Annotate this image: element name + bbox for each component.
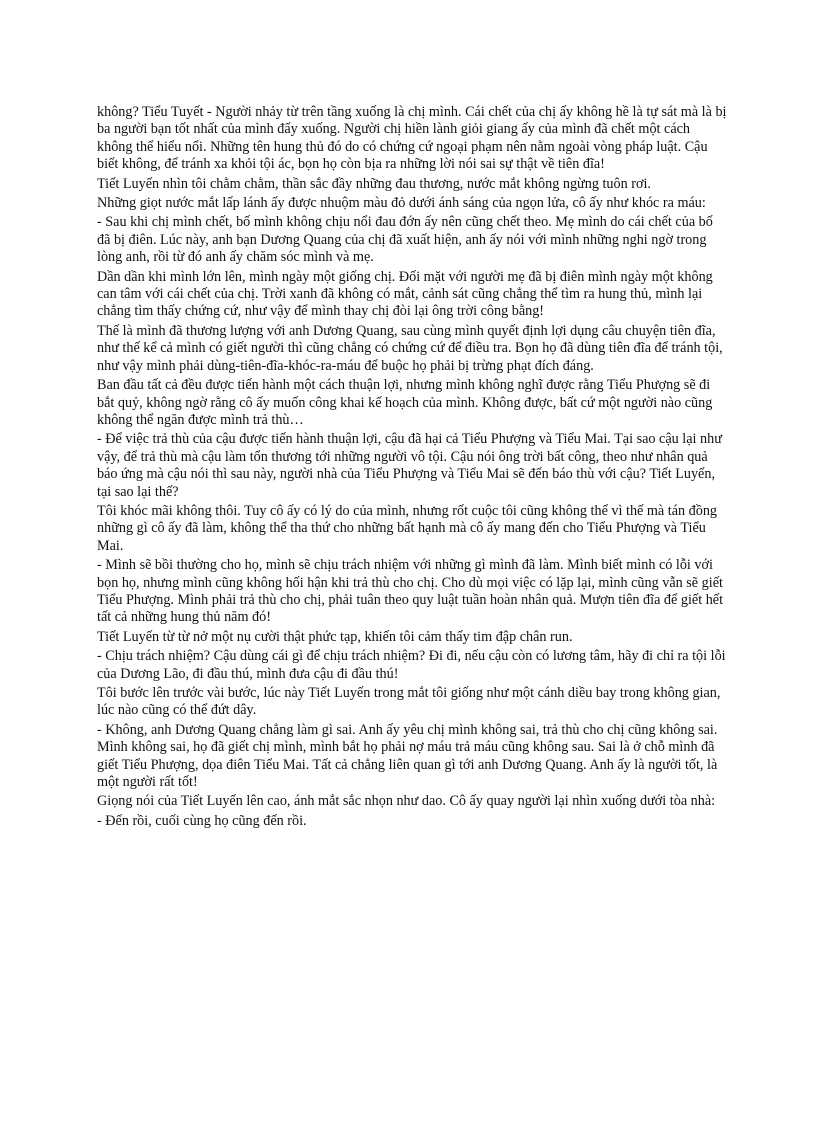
paragraph: Tiết Luyến nhìn tôi chằm chằm, thần sắc đầy những đau thương, nước mắt không ngừng tuôn rơi. xyxy=(97,175,651,192)
body-text xyxy=(97,104,727,832)
paragraph: Thế là mình đã thương lượng với anh Dương Quang, sau cùng mình quyết định lợi dụng câu chuyện tiên đĩa, như thế kể cả mình có giết người thì cũng chẳng có chứng cứ để điều tra. Bọn họ đã dùng tiên đĩa để tránh tội, như vậy mình phải dùng-tiên-đĩa-khóc-ra-máu để buộc họ phải bị trừng phạt đích đáng. xyxy=(97,322,723,374)
paragraph: Dần dần khi mình lớn lên, mình ngày một giống chị. Đối mặt với người mẹ đã bị điên mình ngày một không can tâm với cái chết của chị. Trời xanh đã không có mắt, cảnh sát cũng chẳng thể tìm ra hung thủ, mình lại chẳng tìm thấy chứng cứ, như vậy để mình thay chị đòi lại ông trời công bằng! xyxy=(97,268,713,320)
paragraph: - Sau khi chị mình chết, bố mình không chịu nổi đau đớn ấy nên cũng chết theo. Mẹ mình do cái chết của bố đã bị điên. Lúc này, anh bạn Dương Quang của chị đã xuất hiện, anh ấy nói với mình những nghi ngờ trong lòng anh, rồi từ đó anh ấy chăm sóc mình và mẹ. xyxy=(97,214,713,266)
paragraph: - Chịu trách nhiệm? Cậu dùng cái gì để chịu trách nhiệm? Đi đi, nếu cậu còn có lương tâm, hãy đi chỉ ra tội lỗi của Dương Lão, đi đầu thú, mình đưa cậu đi đầu thú! xyxy=(97,648,726,682)
paragraph: Tiết Luyến từ từ nở một nụ cười thật phức tạp, khiến tôi cảm thấy tim đập chân run. xyxy=(97,628,573,645)
paragraph: Ban đầu tất cả đều được tiến hành một cách thuận lợi, nhưng mình không nghĩ được rằng Tiểu Phượng sẽ đi bắt quỷ, không ngờ rằng cô ấy muốn công khai kế hoạch của mình. Không được, bất cứ một người nào cũng không thể ngăn được mình trả thù… xyxy=(97,377,713,428)
paragraph: Tôi bước lên trước vài bước, lúc này Tiết Luyến trong mắt tôi giống như một cánh diều bay trong không gian, lúc nào cũng có thể đứt dây. xyxy=(97,685,721,719)
paragraph: - Không, anh Dương Quang chẳng làm gì sai. Anh ấy yêu chị mình không sai, trả thù cho chị cũng không sai. Mình không sai, họ đã giết chị mình, mình bắt họ phải nợ máu trả máu cũng không sau. Sai là ở chỗ mình đã giết Tiểu Phượng, dọa điên Tiểu Mai. Tất cả chẳng liên quan gì tới anh Dương Quang. Anh ấy là người tốt, là một người rất tốt! xyxy=(97,721,718,791)
paragraph: Giọng nói của Tiết Luyến lên cao, ánh mắt sắc nhọn như dao. Cô ấy quay người lại nhìn xuống dưới tòa nhà: xyxy=(97,793,716,810)
paragraph: - Để việc trả thù của cậu được tiến hành thuận lợi, cậu đã hại cả Tiểu Phượng và Tiểu Mai. Tại sao cậu lại như vậy, để trả thù mà cậu làm tổn thương tới những người vô tội. Cậu nói ông trời bất công, theo như nhân quả báo ứng mà cậu nói thì sau này, người nhà của Tiểu Phượng và Tiểu Mai sẽ đến báo thù với cậu? Tiết Luyến, tại sao lại thế? xyxy=(97,431,722,500)
paragraph: - Mình sẽ bồi thường cho họ, mình sẽ chịu trách nhiệm với những gì mình đã làm. Mình biết mình có lỗi với bọn họ, nhưng mình cũng không hối hận khi trả thù cho chị. Cho dù mọi việc có lặp lại, mình cũng vẫn sẽ giết Tiểu Phượng. Mình phải trả thù cho chị, phải tuân theo quy luật tuần hoàn nhân quả. Mượn tiên đĩa để giết hết tất cả những hung thủ năm đó! xyxy=(97,557,724,626)
paragraph: Tôi khóc mãi không thôi. Tuy cô ấy có lý do của mình, nhưng rốt cuộc tôi cũng không thể vì thế mà tán đồng những gì cô ấy đã làm, không thể tha thứ cho những bất hạnh mà cô ấy mang đến cho Tiểu Phượng và Tiểu Mai. xyxy=(97,502,718,554)
paragraph: Những giọt nước mắt lấp lánh ấy được nhuộm màu đỏ dưới ánh sáng của ngọn lửa, cô ấy như khóc ra máu: xyxy=(97,195,706,212)
paragraph: - Đến rồi, cuối cùng họ cũng đến rồi. xyxy=(97,812,307,829)
paragraph: không? Tiểu Tuyết - Người nhảy từ trên tầng xuống là chị mình. Cái chết của chị ấy không hề là tự sát mà là bị ba người bạn tốt nhất của mình đẩy xuống. Người chị hiền lành giỏi giang ấy của mình đã chết một cách không thể hiểu nổi. Những tên hung thủ đó do có chứng cứ ngoại phạm nên nằm ngoài vòng pháp luật. Cậu biết không, để tránh xa khỏi tội ác, bọn họ còn bịa ra những lời nói sai sự thật về tiên đĩa! xyxy=(97,104,727,173)
